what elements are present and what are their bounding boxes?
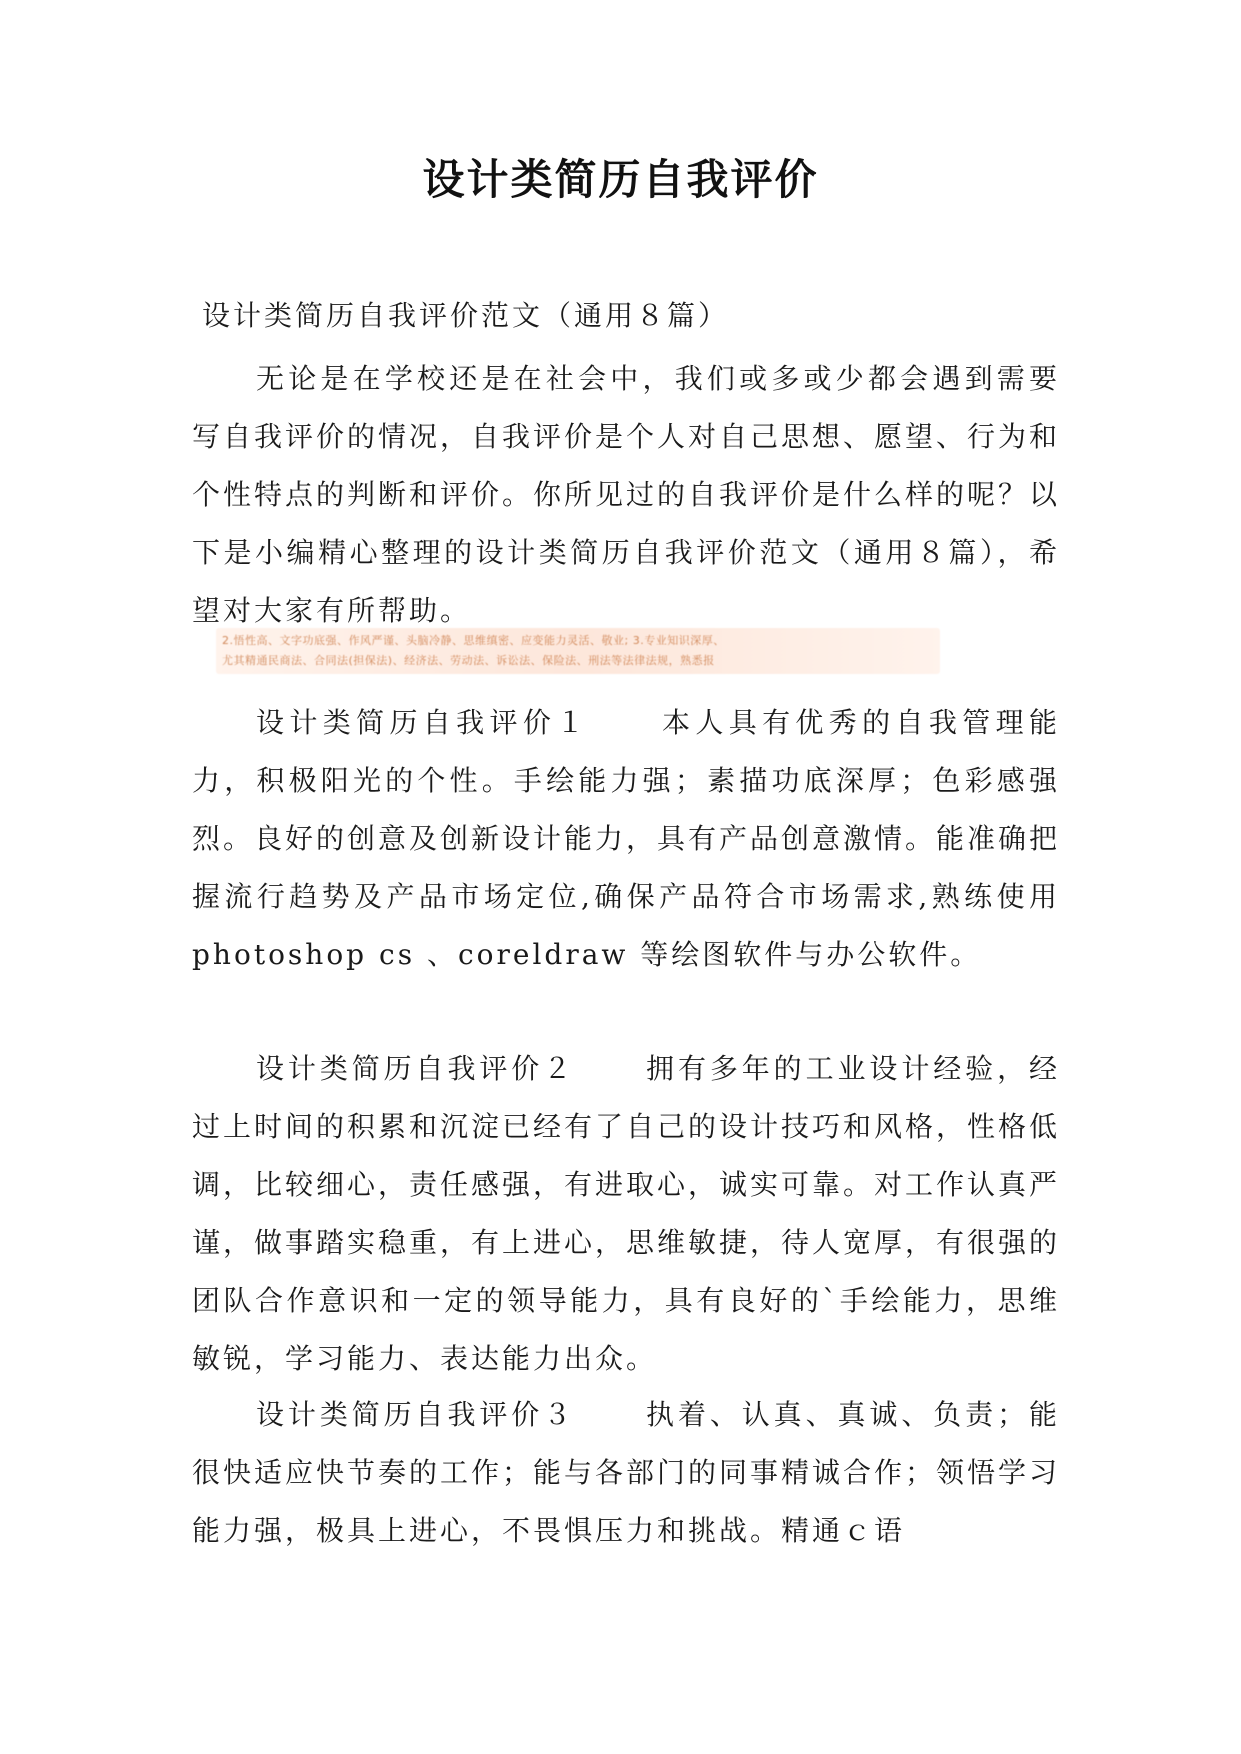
banner-text-line: 2.悟性高、文字功底强、作风严谨、头脑冷静、思维缜密、应变能力灵活、敬业; 3.专业知识深厚、 [222,634,725,647]
section-paragraph-2 [192,1040,1060,1388]
section-heading-1: 设计类简历自我评价１ [256,706,590,739]
section-paragraph-1 [192,694,1060,984]
section-body-2: 拥有多年的工业设计经验，经过上时间的积累和沉淀已经有了自己的设计技巧和风格，性格低调，比较细心，责任感强，有进取心，诚实可靠。对工作认真严谨，做事踏实稳重，有上进心，思维敏捷，待人宽厚，有很强的团队合作意识和一定的领导能力，具有良好的`手绘能力，思维敏锐，学习能力、表达能力出众。 [192,1052,1061,1375]
section-heading-2: 设计类简历自我评价２ [256,1052,576,1085]
section-body-1: 本人具有优秀的自我管理能力，积极阳光的个性。手绘能力强；素描功底深厚；色彩感强烈。良好的创意及创新设计能力，具有产品创意激情。能准确把握流行趋势及产品市场定位,确保产品符合市场需求,熟练使用 photoshop cs 、coreldraw 等绘图软件与办公软件。 [192,706,1061,971]
document-title: 设计类简历自我评价 [422,155,819,204]
section-heading-3: 设计类简历自我评价３ [256,1398,576,1431]
banner-text-line: 尤其精通民商法、合同法(担保法)、经济法、劳动法、诉讼法、保险法、刑法等法律法规，熟悉报 [222,654,715,667]
section-body-3: 执着、认真、真诚、负责；能很快适应快节奏的工作；能与各部门的同事精诚合作；领悟学习能力强，极具上进心，不畏惧压力和挑战。精通ｃ语 [192,1398,1061,1547]
section-paragraph-3 [192,1386,1060,1560]
embedded-image-banner [216,628,940,674]
document-subtitle: 设计类简历自我评价范文（通用８篇） [202,299,730,332]
intro-paragraph: 无论是在学校还是在社会中，我们或多或少都会遇到需要写自我评价的情况，自我评价是个人对自己思想、愿望、行为和个性特点的判断和评价。你所见过的自我评价是什么样的呢？以下是小编精心整理的设计类简历自我评价范文（通用８篇），希望对大家有所帮助。 [192,362,1061,627]
